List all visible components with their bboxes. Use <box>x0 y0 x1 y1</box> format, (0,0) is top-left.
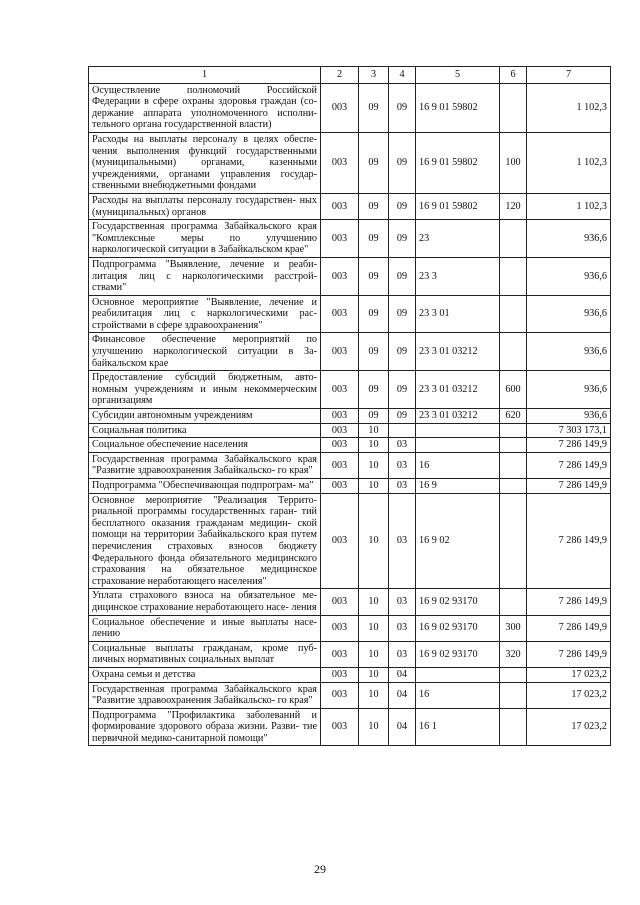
row-gr-cell: 003 <box>321 682 359 708</box>
row-sum-cell: 7 286 149,9 <box>527 641 611 667</box>
row-rz-cell: 10 <box>359 452 389 478</box>
row-vr-cell: 100 <box>500 132 527 193</box>
table-row <box>89 132 611 193</box>
row-pr-cell: 03 <box>389 452 416 478</box>
row-sum-cell: 7 286 149,9 <box>527 438 611 453</box>
row-pr-cell: 04 <box>389 667 416 682</box>
row-gr-cell: 003 <box>321 423 359 438</box>
row-name-cell: Осуществление полномочий Российской Федерации в сфере охраны здоровья граждан (со- держание аппарата уполномоченного исполни- тельного органа государственной власти) <box>89 83 321 132</box>
row-name-cell: Государственная программа Забайкальского края "Развитие здравоохранения Забайкальско- го края" <box>89 452 321 478</box>
table-row <box>89 423 611 438</box>
budget-table <box>88 66 611 746</box>
row-gr-cell: 003 <box>321 132 359 193</box>
row-name-cell: Основное мероприятие "Реализация Террито- риальной программы государственных гаран- тий бесплатного оказания гражданам медицин- ской помощи на территории Забайкальского края путем перечисления страховых взносов бюджету Федерального фонда обязательного медицинского страхования на обязательное медицинское страхование неработающего населения" <box>89 493 321 589</box>
row-rz-cell: 09 <box>359 333 389 371</box>
table-row <box>89 295 611 333</box>
row-name-cell: Социальные выплаты гражданам, кроме пуб- личных нормативных социальных выплат <box>89 641 321 667</box>
row-gr-cell: 003 <box>321 708 359 746</box>
row-pr-cell: 04 <box>389 708 416 746</box>
row-sum-cell: 7 286 149,9 <box>527 589 611 615</box>
row-csr-cell: 16 9 02 93170 <box>416 615 500 641</box>
row-csr-cell <box>416 667 500 682</box>
row-name-cell: Финансовое обеспечение мероприятий по улучшению наркологической ситуации в За- байкальском крае <box>89 333 321 371</box>
row-gr-cell: 003 <box>321 193 359 219</box>
row-name-cell: Расходы на выплаты персоналу государствен- ных (муниципальных) органов <box>89 193 321 219</box>
row-name-cell: Социальное обеспечение и иные выплаты насе- лению <box>89 615 321 641</box>
row-gr-cell: 003 <box>321 257 359 295</box>
row-pr-cell: 03 <box>389 615 416 641</box>
header-cell: 6 <box>500 67 527 84</box>
row-vr-cell <box>500 479 527 494</box>
row-pr-cell: 04 <box>389 682 416 708</box>
row-sum-cell: 936,6 <box>527 333 611 371</box>
row-vr-cell <box>500 333 527 371</box>
row-vr-cell <box>500 493 527 589</box>
row-vr-cell: 600 <box>500 371 527 409</box>
row-gr-cell: 003 <box>321 589 359 615</box>
row-sum-cell: 7 286 149,9 <box>527 452 611 478</box>
table-row <box>89 641 611 667</box>
row-csr-cell: 23 3 <box>416 257 500 295</box>
row-name-cell: Подпрограмма "Обеспечивающая подпрограм- ма" <box>89 479 321 494</box>
row-csr-cell: 23 3 01 <box>416 295 500 333</box>
row-csr-cell: 16 1 <box>416 708 500 746</box>
row-rz-cell: 09 <box>359 193 389 219</box>
row-vr-cell <box>500 589 527 615</box>
row-pr-cell <box>389 423 416 438</box>
row-sum-cell: 936,6 <box>527 257 611 295</box>
row-vr-cell: 300 <box>500 615 527 641</box>
row-rz-cell: 09 <box>359 132 389 193</box>
header-cell: 3 <box>359 67 389 84</box>
table-row <box>89 708 611 746</box>
row-rz-cell: 10 <box>359 493 389 589</box>
row-pr-cell: 09 <box>389 333 416 371</box>
row-vr-cell <box>500 708 527 746</box>
row-rz-cell: 10 <box>359 708 389 746</box>
row-gr-cell: 003 <box>321 333 359 371</box>
row-rz-cell: 10 <box>359 641 389 667</box>
row-csr-cell: 16 9 01 59802 <box>416 83 500 132</box>
header-cell: 5 <box>416 67 500 84</box>
row-gr-cell: 003 <box>321 667 359 682</box>
row-csr-cell: 23 3 01 03212 <box>416 333 500 371</box>
row-name-cell: Предоставление субсидий бюджетным, авто- номным учреждениям и иным некоммерческим организациям <box>89 371 321 409</box>
row-vr-cell <box>500 423 527 438</box>
row-sum-cell: 1 102,3 <box>527 83 611 132</box>
header-cell: 7 <box>527 67 611 84</box>
row-csr-cell: 23 <box>416 220 500 258</box>
row-pr-cell: 09 <box>389 371 416 409</box>
row-pr-cell: 09 <box>389 295 416 333</box>
row-sum-cell: 17 023,2 <box>527 682 611 708</box>
row-gr-cell: 003 <box>321 479 359 494</box>
row-pr-cell: 09 <box>389 132 416 193</box>
row-rz-cell: 09 <box>359 409 389 424</box>
row-gr-cell: 003 <box>321 220 359 258</box>
row-pr-cell: 03 <box>389 493 416 589</box>
row-csr-cell: 23 3 01 03212 <box>416 371 500 409</box>
row-sum-cell: 7 286 149,9 <box>527 493 611 589</box>
row-vr-cell <box>500 257 527 295</box>
row-pr-cell: 09 <box>389 409 416 424</box>
row-name-cell: Государственная программа Забайкальского края "Комплексные меры по улучшению наркологической ситуации в Забайкальском крае" <box>89 220 321 258</box>
row-sum-cell: 936,6 <box>527 295 611 333</box>
table-row <box>89 452 611 478</box>
row-csr-cell: 16 <box>416 452 500 478</box>
table-row <box>89 371 611 409</box>
table-body <box>89 83 611 746</box>
row-pr-cell: 03 <box>389 641 416 667</box>
row-vr-cell <box>500 452 527 478</box>
row-sum-cell: 1 102,3 <box>527 193 611 219</box>
row-name-cell: Субсидии автономным учреждениям <box>89 409 321 424</box>
row-pr-cell: 03 <box>389 438 416 453</box>
table-row <box>89 615 611 641</box>
row-sum-cell: 7 303 173,1 <box>527 423 611 438</box>
row-gr-cell: 003 <box>321 641 359 667</box>
table-row <box>89 220 611 258</box>
row-name-cell: Расходы на выплаты персоналу в целях обеспе- чения выполнения функций государственными (муниципальными) органами, казенными учреждениями, органами управления государ- ственными внебюджетными фондами <box>89 132 321 193</box>
row-rz-cell: 09 <box>359 371 389 409</box>
row-sum-cell: 1 102,3 <box>527 132 611 193</box>
table-header-row <box>89 67 611 84</box>
row-pr-cell: 09 <box>389 83 416 132</box>
row-pr-cell: 03 <box>389 479 416 494</box>
row-name-cell: Уплата страхового взноса на обязательное ме- дицинское страхование неработающего насе- ления <box>89 589 321 615</box>
row-csr-cell: 23 3 01 03212 <box>416 409 500 424</box>
row-gr-cell: 003 <box>321 493 359 589</box>
row-gr-cell: 003 <box>321 452 359 478</box>
row-csr-cell <box>416 423 500 438</box>
row-rz-cell: 09 <box>359 257 389 295</box>
header-cell: 1 <box>89 67 321 84</box>
row-vr-cell <box>500 682 527 708</box>
row-csr-cell: 16 9 02 93170 <box>416 641 500 667</box>
row-csr-cell: 16 9 02 93170 <box>416 589 500 615</box>
row-gr-cell: 003 <box>321 371 359 409</box>
row-sum-cell: 7 286 149,9 <box>527 615 611 641</box>
row-name-cell: Социальное обеспечение населения <box>89 438 321 453</box>
row-csr-cell: 16 9 01 59802 <box>416 132 500 193</box>
table-row <box>89 479 611 494</box>
row-csr-cell <box>416 438 500 453</box>
row-sum-cell: 936,6 <box>527 409 611 424</box>
row-gr-cell: 003 <box>321 295 359 333</box>
row-sum-cell: 936,6 <box>527 371 611 409</box>
row-sum-cell: 7 286 149,9 <box>527 479 611 494</box>
row-pr-cell: 09 <box>389 193 416 219</box>
row-name-cell: Государственная программа Забайкальского края "Развитие здравоохранения Забайкальско- го края" <box>89 682 321 708</box>
row-name-cell: Подпрограмма "Профилактика заболеваний и формирование здорового образа жизни. Разви- тие первичной медико-санитарной помощи" <box>89 708 321 746</box>
row-name-cell: Подпрограмма "Выявление, лечение и реаби- литация лиц с наркологическими расстрой- ствами" <box>89 257 321 295</box>
table-row <box>89 667 611 682</box>
row-vr-cell <box>500 295 527 333</box>
table-row <box>89 493 611 589</box>
row-gr-cell: 003 <box>321 83 359 132</box>
header-cell: 4 <box>389 67 416 84</box>
row-rz-cell: 10 <box>359 682 389 708</box>
row-rz-cell: 10 <box>359 589 389 615</box>
header-cell: 2 <box>321 67 359 84</box>
table-row <box>89 193 611 219</box>
row-csr-cell: 16 9 <box>416 479 500 494</box>
row-rz-cell: 10 <box>359 423 389 438</box>
table-row <box>89 589 611 615</box>
row-sum-cell: 936,6 <box>527 220 611 258</box>
row-sum-cell: 17 023,2 <box>527 708 611 746</box>
table-row <box>89 257 611 295</box>
row-vr-cell <box>500 220 527 258</box>
table-row <box>89 682 611 708</box>
row-rz-cell: 09 <box>359 83 389 132</box>
row-vr-cell: 120 <box>500 193 527 219</box>
row-pr-cell: 09 <box>389 257 416 295</box>
row-vr-cell <box>500 667 527 682</box>
row-csr-cell: 16 9 02 <box>416 493 500 589</box>
row-rz-cell: 10 <box>359 615 389 641</box>
table-row <box>89 333 611 371</box>
row-gr-cell: 003 <box>321 409 359 424</box>
table-row <box>89 83 611 132</box>
row-name-cell: Социальная политика <box>89 423 321 438</box>
row-gr-cell: 003 <box>321 438 359 453</box>
row-pr-cell: 09 <box>389 220 416 258</box>
row-rz-cell: 10 <box>359 479 389 494</box>
table-row <box>89 438 611 453</box>
row-vr-cell: 620 <box>500 409 527 424</box>
page-number: 29 <box>314 862 326 876</box>
row-rz-cell: 09 <box>359 295 389 333</box>
row-gr-cell: 003 <box>321 615 359 641</box>
row-sum-cell: 17 023,2 <box>527 667 611 682</box>
table-row <box>89 409 611 424</box>
row-pr-cell: 03 <box>389 589 416 615</box>
row-csr-cell: 16 <box>416 682 500 708</box>
row-rz-cell: 09 <box>359 220 389 258</box>
row-vr-cell <box>500 438 527 453</box>
row-vr-cell <box>500 83 527 132</box>
row-csr-cell: 16 9 01 59802 <box>416 193 500 219</box>
row-name-cell: Охрана семьи и детства <box>89 667 321 682</box>
row-name-cell: Основное мероприятие "Выявление, лечение и реабилитация лиц с наркологическими рас- стройствами в сфере здравоохранения" <box>89 295 321 333</box>
row-rz-cell: 10 <box>359 438 389 453</box>
row-rz-cell: 10 <box>359 667 389 682</box>
row-vr-cell: 320 <box>500 641 527 667</box>
